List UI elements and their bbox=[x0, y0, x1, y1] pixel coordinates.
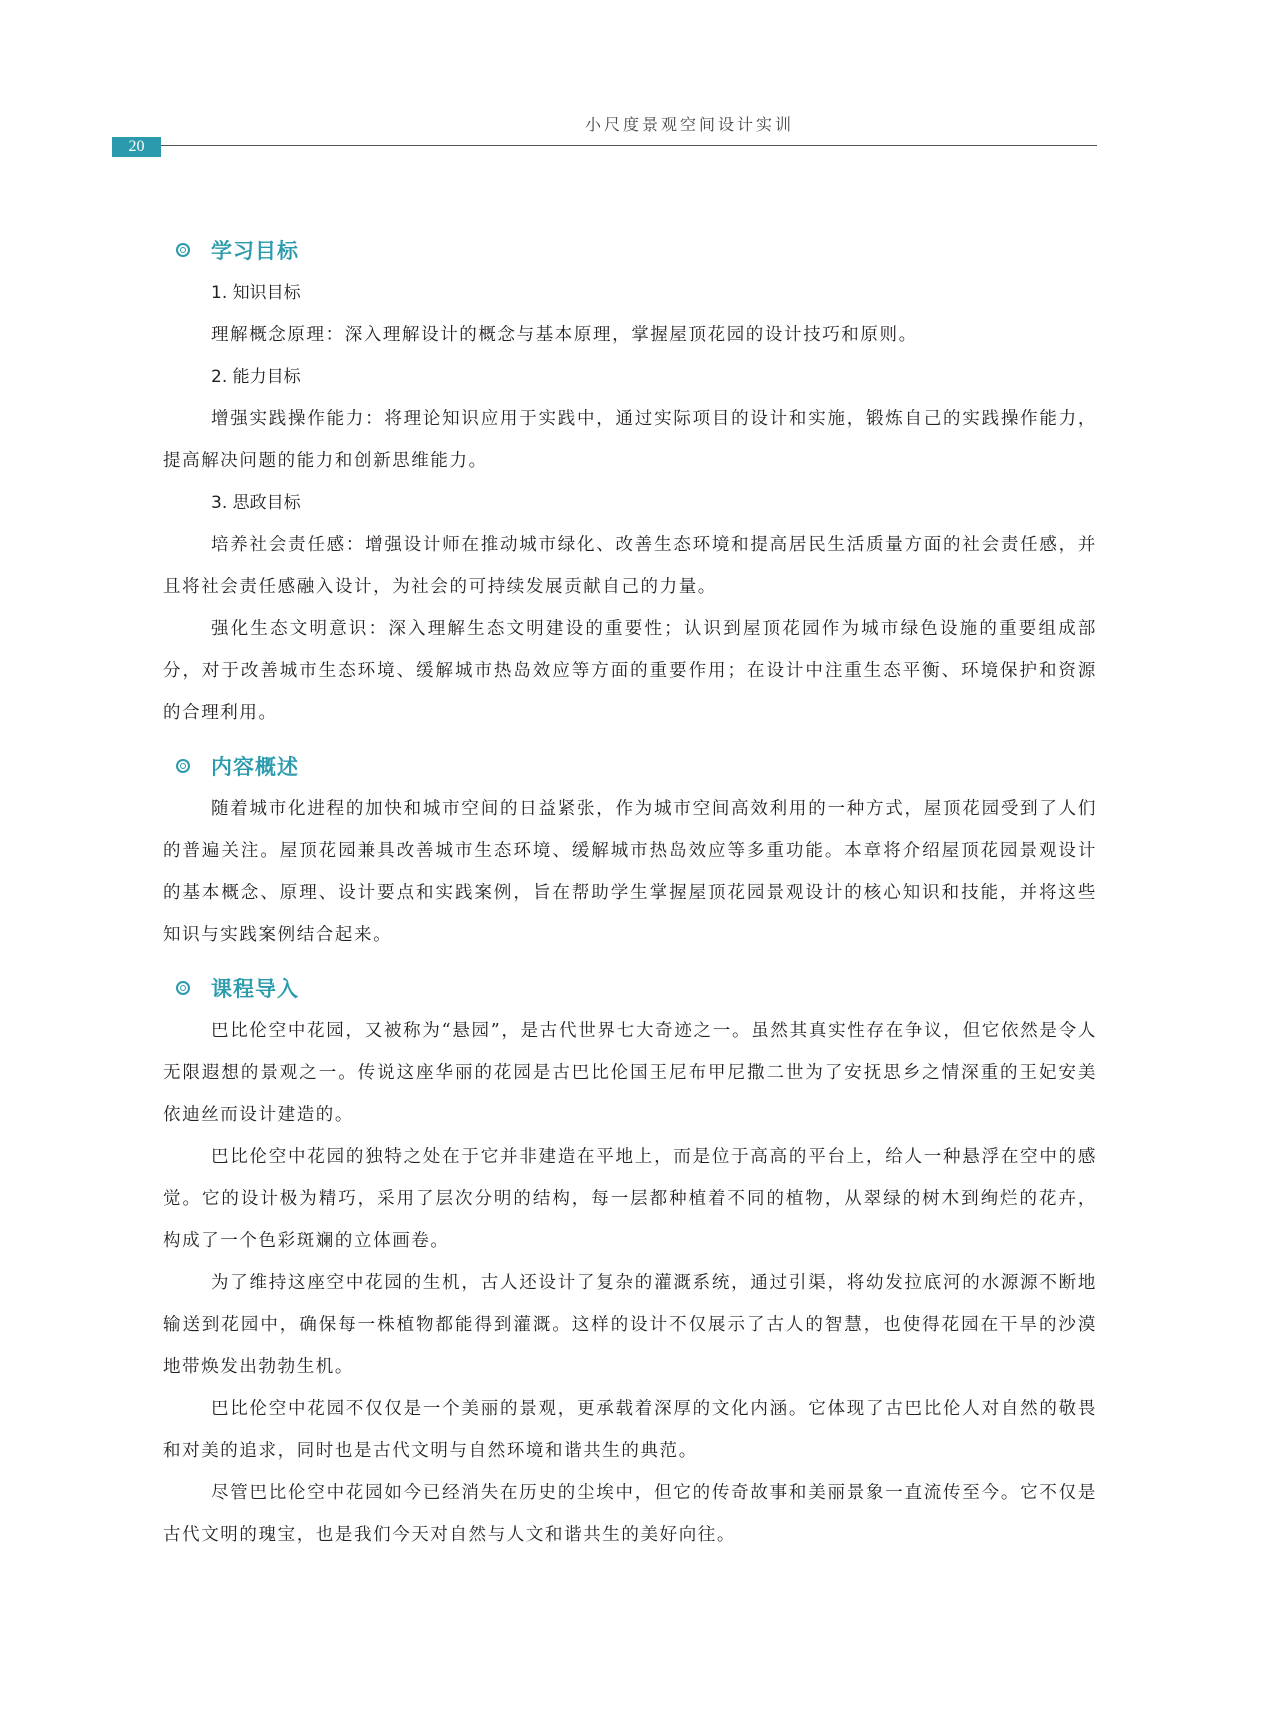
circle-bullet-icon bbox=[176, 981, 190, 995]
page-number: 20 bbox=[112, 137, 161, 157]
paragraph: 巴比伦空中花园，又被称为“悬园”，是古代世界七大奇迹之一。虽然其真实性存在争议，但它依然是令人无限遐想的景观之一。传说这座华丽的花园是古巴比伦国王尼布甲尼撒二世为了安抚思乡之情深重的王妃安美依迪丝而设计建造的。 bbox=[163, 1021, 1097, 1125]
page-content bbox=[163, 228, 1097, 1556]
section-heading-introduction bbox=[176, 966, 1097, 1010]
paragraph: 尽管巴比伦空中花园如今已经消失在历史的尘埃中，但它的传奇故事和美丽景象一直流传至今。它不仅是古代文明的瑰宝，也是我们今天对自然与人文和谐共生的美好向往。 bbox=[163, 1483, 1097, 1545]
paragraph: 理解概念原理：深入理解设计的概念与基本原理，掌握屋顶花园的设计技巧和原则。 bbox=[211, 325, 918, 345]
running-title: 小尺度景观空间设计实训 bbox=[584, 115, 794, 134]
paragraph: 巴比伦空中花园不仅仅是一个美丽的景观，更承载着深厚的文化内涵。它体现了古巴比伦人对自然的敬畏和对美的追求，同时也是古代文明与自然环境和谐共生的典范。 bbox=[163, 1399, 1097, 1461]
page-header bbox=[0, 0, 1275, 160]
circle-bullet-icon bbox=[176, 759, 190, 773]
sub-heading-ideology: 3. 思政目标 bbox=[211, 493, 301, 513]
section-title: 学习目标 bbox=[211, 239, 299, 263]
section-heading-overview bbox=[176, 744, 1097, 788]
paragraph: 随着城市化进程的加快和城市空间的日益紧张，作为城市空间高效利用的一种方式，屋顶花园受到了人们的普遍关注。屋顶花园兼具改善城市生态环境、缓解城市热岛效应等多重功能。本章将介绍屋顶花园景观设计的基本概念、原理、设计要点和实践案例，旨在帮助学生掌握屋顶花园景观设计的核心知识和技能，并将这些知识与实践案例结合起来。 bbox=[163, 799, 1097, 945]
sub-heading-ability: 2. 能力目标 bbox=[211, 367, 301, 387]
paragraph: 培养社会责任感：增强设计师在推动城市绿化、改善生态环境和提高居民生活质量方面的社会责任感，并且将社会责任感融入设计，为社会的可持续发展贡献自己的力量。 bbox=[163, 535, 1097, 597]
paragraph: 巴比伦空中花园的独特之处在于它并非建造在平地上，而是位于高高的平台上，给人一种悬浮在空中的感觉。它的设计极为精巧，采用了层次分明的结构，每一层都种植着不同的植物，从翠绿的树木到绚烂的花卉，构成了一个色彩斑斓的立体画卷。 bbox=[163, 1147, 1097, 1251]
header-rule bbox=[161, 145, 1097, 146]
paragraph: 增强实践操作能力：将理论知识应用于实践中，通过实际项目的设计和实施，锻炼自己的实践操作能力，提高解决问题的能力和创新思维能力。 bbox=[163, 409, 1097, 471]
sub-heading-knowledge: 1. 知识目标 bbox=[211, 283, 301, 303]
circle-bullet-icon bbox=[176, 243, 190, 257]
paragraph: 为了维持这座空中花园的生机，古人还设计了复杂的灌溉系统，通过引渠，将幼发拉底河的水源源不断地输送到花园中，确保每一株植物都能得到灌溉。这样的设计不仅展示了古人的智慧，也使得花园在干旱的沙漠地带焕发出勃勃生机。 bbox=[163, 1273, 1097, 1377]
paragraph: 强化生态文明意识：深入理解生态文明建设的重要性；认识到屋顶花园作为城市绿色设施的重要组成部分，对于改善城市生态环境、缓解城市热岛效应等方面的重要作用；在设计中注重生态平衡、环境保护和资源的合理利用。 bbox=[163, 619, 1097, 723]
section-title: 课程导入 bbox=[211, 977, 299, 1001]
section-title: 内容概述 bbox=[211, 755, 299, 779]
section-heading-objectives bbox=[176, 228, 1097, 272]
